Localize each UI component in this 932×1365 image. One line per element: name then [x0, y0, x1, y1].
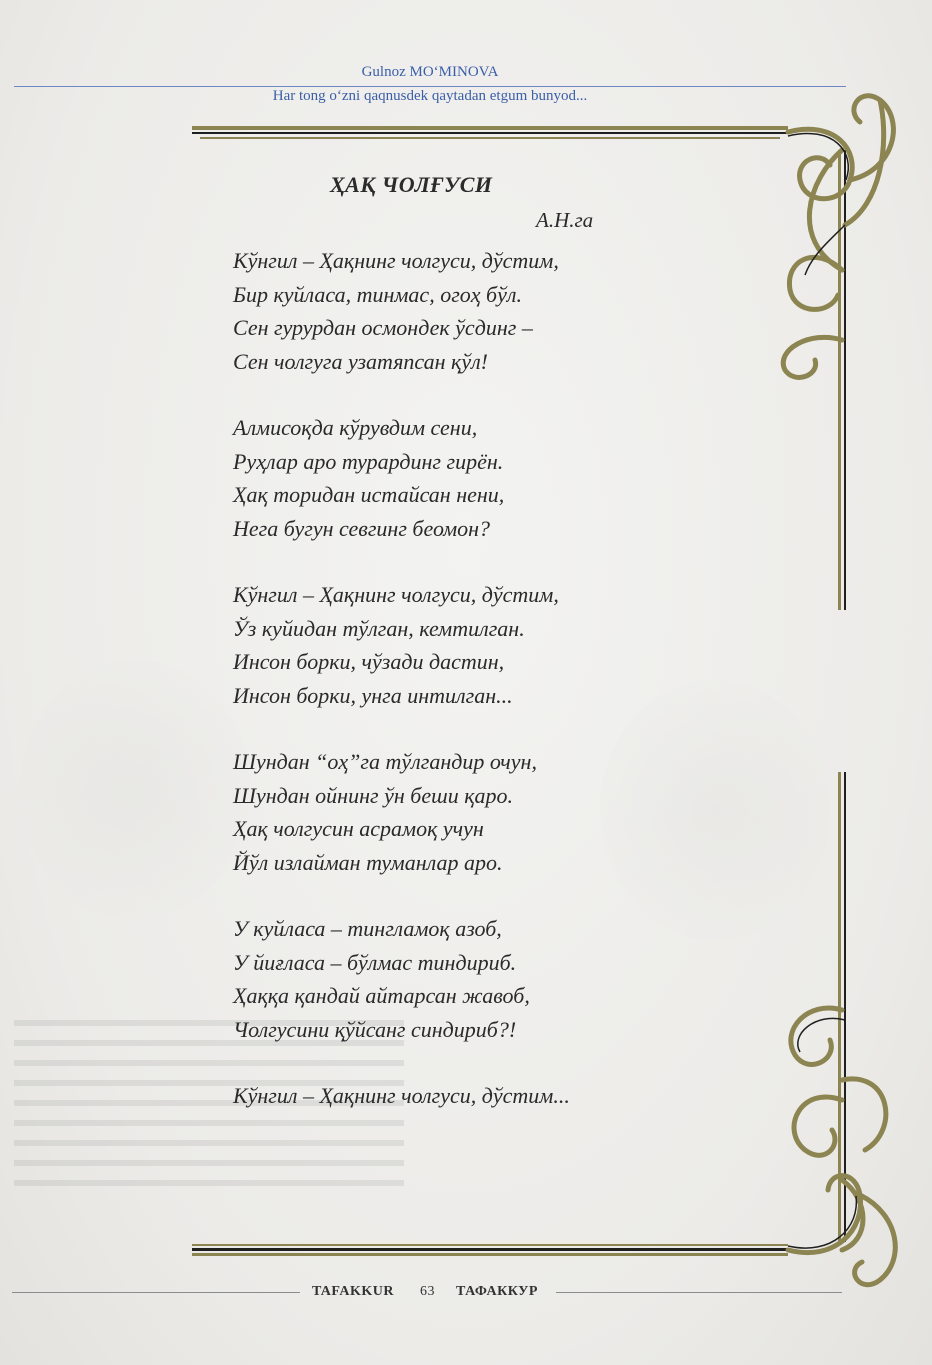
stanza — [233, 244, 753, 378]
running-header-author: Gulnoz MO‘MINOVA — [361, 64, 499, 80]
poem-line: Шундан ойнинг ўн беши қаро. — [233, 782, 513, 808]
frame-right-bar-upper-dark — [844, 150, 846, 610]
frame-bottom-bar-gold — [192, 1253, 788, 1256]
poem-line: Алмисоқда кўрувдим сени, — [233, 415, 478, 440]
poem-line: Кўнгил – Ҳақнинг чолгуси, дўстим, — [233, 248, 559, 273]
poem-dedication: А.Н.га — [536, 208, 594, 232]
frame-top-bar-gold — [192, 126, 788, 130]
stanza — [233, 745, 753, 879]
stanza — [233, 578, 753, 712]
page-number: 63 — [420, 1284, 435, 1299]
poem-line: Кўнгил – Ҳақнинг чолгуси, дўстим... — [233, 1083, 570, 1108]
stanza — [233, 912, 753, 1046]
poem-line: У йиғласа – бўлмас тиндириб. — [233, 949, 517, 975]
poem-line: Ҳақ чолгусин асрамоқ учун — [233, 816, 484, 841]
footer-rule-right — [556, 1292, 842, 1293]
bottom-right-scroll-ornament — [788, 1008, 895, 1285]
frame-top-bar-thin — [200, 137, 780, 139]
footer-rule-left — [12, 1292, 300, 1293]
frame-top-bar-dark — [192, 132, 788, 134]
frame-right-bar-upper-gold — [838, 150, 841, 610]
poem-line: Сен чолгуга узатяпсан қўл! — [233, 348, 488, 374]
poem-line: Шундан “оҳ”га тўлгандир очун, — [233, 749, 537, 774]
frame-bottom-bar-dark — [192, 1248, 788, 1251]
stanza — [233, 1079, 753, 1113]
poem-line: Бир куйласа, тинмас, огоҳ бўл. — [233, 281, 522, 307]
frame-right-bar-lower-dark — [844, 772, 846, 1242]
poem-line: У куйласа – тингламоқ азоб, — [233, 916, 502, 941]
poem-line: Чолгусини қўйсанг синдириб?! — [233, 1016, 517, 1042]
poem-body — [233, 244, 753, 1146]
poem-line: Нега бугун севгинг беомон? — [233, 515, 491, 541]
poem-line: Инсон борки, унга интилган... — [233, 682, 513, 708]
poem-line: Инсон борки, чўзади дастин, — [233, 649, 505, 674]
bottom-right-scroll-outline — [788, 1018, 856, 1248]
poem-title: ҲАҚ ЧОЛҒУСИ — [330, 172, 493, 197]
footer-label-latin: TAFAKKUR — [312, 1284, 395, 1299]
poem-line: Руҳлар аро турардинг гирён. — [233, 448, 504, 474]
poem-line: Йўл излайман туманлар аро. — [233, 849, 503, 875]
footer-label-cyrillic: ТАФАККУР — [456, 1284, 538, 1299]
poem-line: Ҳаққа қандай айтарсан жавоб, — [233, 983, 530, 1008]
frame-bottom-bar-thin — [192, 1244, 788, 1246]
running-header-subtitle: Har tong o‘zni qaqnusdek qaytadan etgum bunyod... — [272, 88, 588, 104]
poem-line: Кўнгил – Ҳақнинг чолгуси, дўстим, — [233, 582, 559, 607]
poem-line: Ўз куйидан тўлган, кемтилган. — [233, 615, 525, 641]
poem-line: Сен гурурдан осмондек ўсдинг – — [233, 315, 533, 340]
poem-line: Ҳақ торидан истайсан нени, — [233, 482, 505, 507]
stanza — [233, 411, 753, 545]
